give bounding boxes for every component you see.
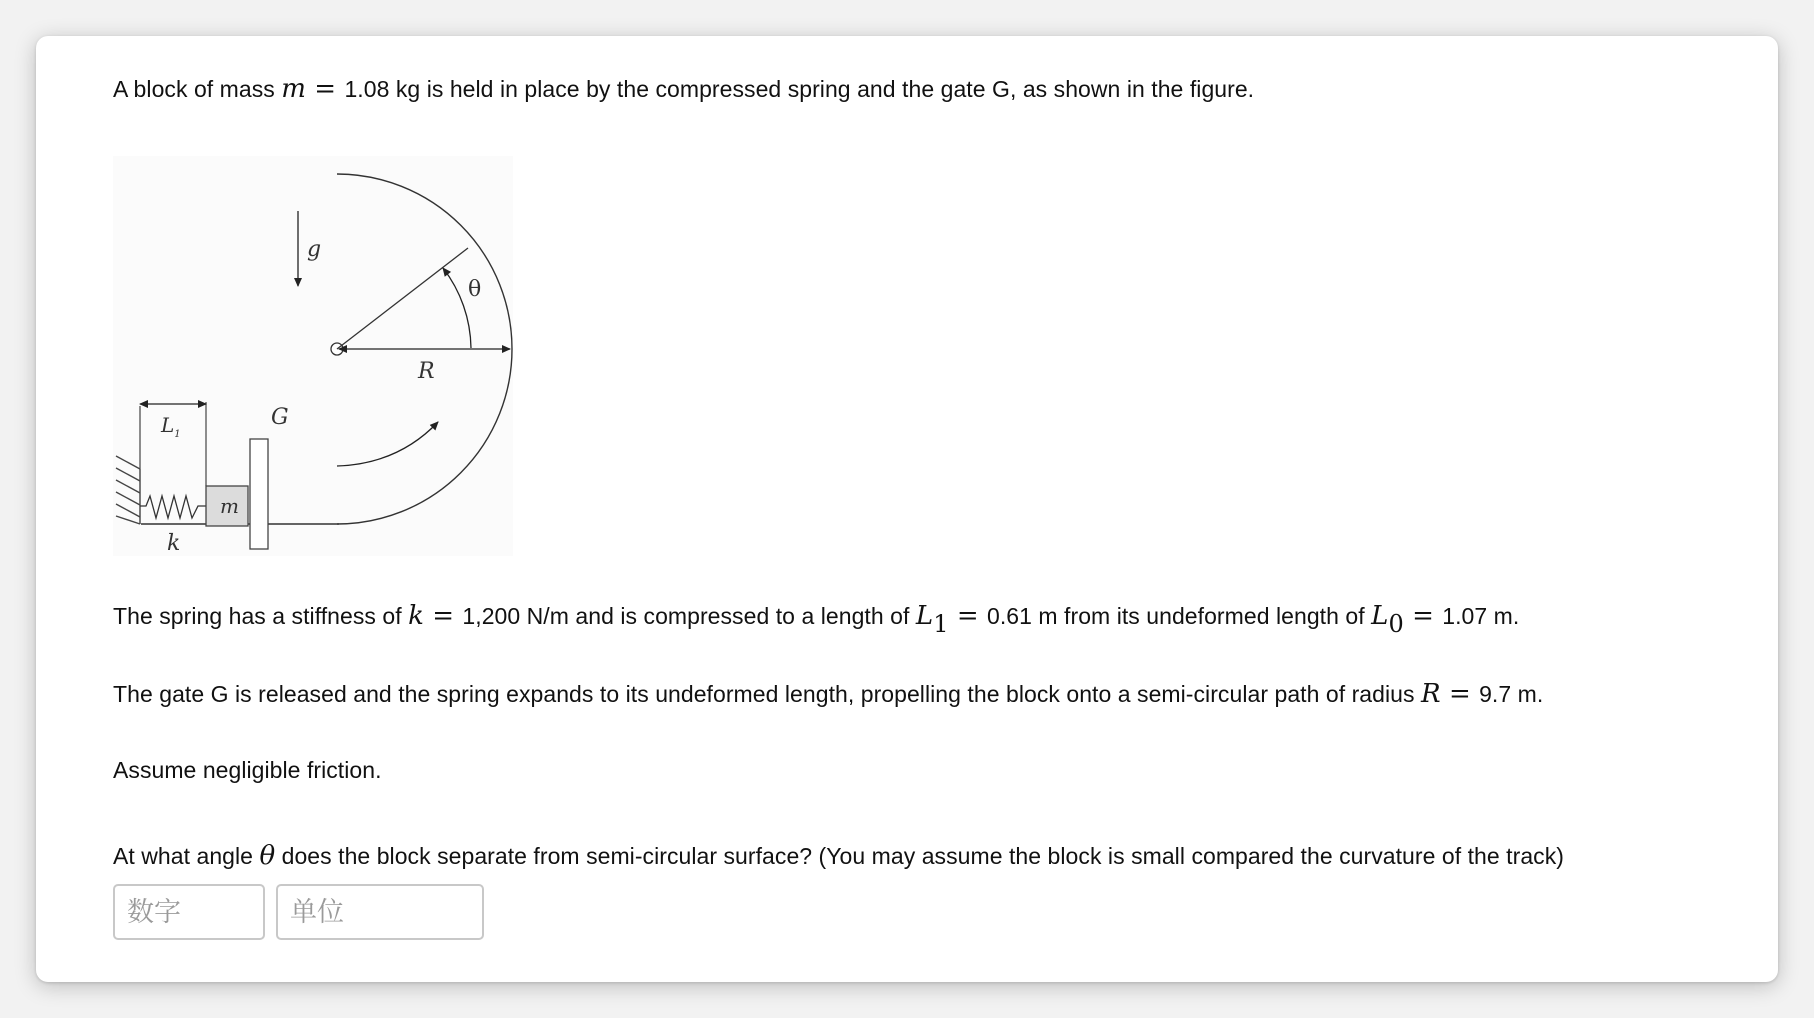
motion-arrow — [337, 422, 438, 466]
text-segment: 0.61 m from its undeformed length of — [987, 603, 1372, 629]
label-G: G — [271, 405, 289, 430]
question-intro-text — [113, 74, 1254, 104]
text-segment: 1,200 N/m and is compressed to a length of — [462, 603, 916, 629]
problem-figure — [113, 156, 513, 556]
equals-sign: = — [1403, 601, 1443, 631]
gate-release-text — [113, 679, 1543, 709]
text-segment: The gate G is released and the spring expands to its undeformed length, propelling the block onto a semi-circular path of radius — [113, 681, 1421, 707]
label-R: R — [418, 359, 435, 384]
angle-line — [337, 248, 468, 349]
L0-variable: L — [1371, 601, 1389, 631]
label-m: m — [220, 494, 239, 518]
unit-input[interactable] — [276, 884, 484, 940]
label-g: g — [307, 237, 322, 262]
label-k: k — [167, 531, 181, 556]
friction-assumption-text — [113, 755, 382, 785]
spring-info-text — [113, 601, 1520, 638]
equals-sign: = — [1440, 679, 1480, 709]
text-segment: The spring has a stiffness of — [113, 603, 409, 629]
text-segment: 1.07 m. — [1442, 603, 1520, 629]
text-segment: 1.08 kg is held in place by the compressed spring and the gate G, as shown in the figure. — [344, 76, 1255, 102]
equals-sign: = — [948, 601, 987, 631]
stiffness-variable: k — [408, 601, 424, 631]
equals-sign: = — [423, 601, 463, 631]
text-segment: At what angle — [113, 843, 260, 869]
mass-variable: m — [281, 74, 306, 104]
label-theta: θ — [468, 277, 482, 302]
number-input[interactable] — [113, 884, 265, 940]
question-prompt-text — [113, 841, 1564, 871]
L1-variable: L — [915, 601, 934, 631]
equals-sign: = — [305, 74, 345, 104]
text-segment: does the block separate from semi-circular surface? (You may assume the block is small compared the curvature of the track) — [275, 843, 1564, 869]
text-segment: Assume negligible friction. — [113, 757, 382, 783]
question-card — [36, 36, 1778, 982]
radius-variable: R — [1420, 679, 1441, 709]
L1-subscript: 1 — [933, 610, 949, 638]
theta-arc — [443, 268, 471, 348]
L0-subscript: 0 — [1388, 610, 1404, 638]
spring-block-track-diagram — [113, 156, 513, 556]
wall-hatch — [116, 456, 140, 524]
text-segment: A block of mass — [113, 76, 282, 102]
spring — [140, 496, 206, 518]
text-segment: 9.7 m. — [1479, 681, 1544, 707]
gate-G — [250, 439, 268, 549]
label-L1: $L_1$ — [161, 413, 181, 440]
theta-variable: θ — [259, 841, 276, 871]
